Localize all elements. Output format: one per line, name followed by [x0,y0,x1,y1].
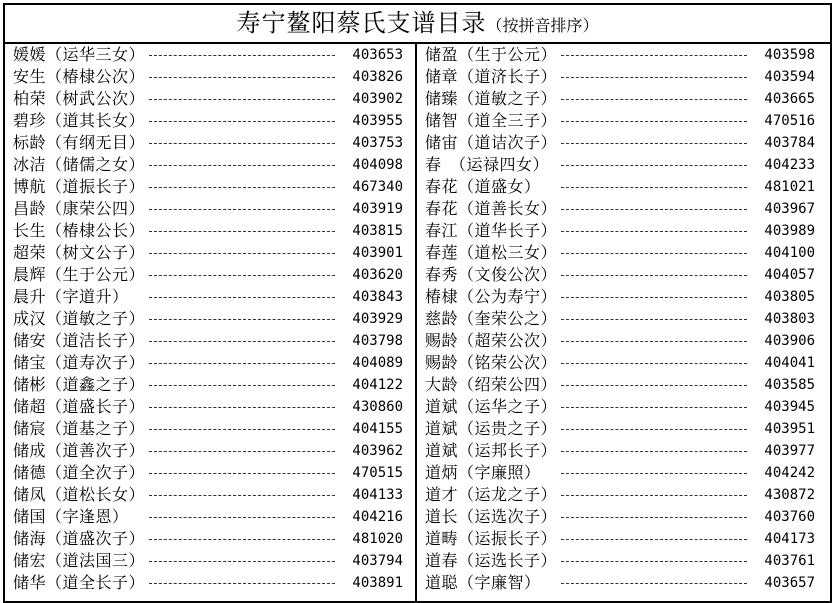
entry-name: 成汉（道敏之子） [13,309,146,328]
entry-name: 椿棣（公为寿宁） [425,287,558,306]
catalog-entry [5,286,415,308]
dotted-leader [149,319,335,320]
catalog-entry [5,396,415,418]
entry-name: 碧珍（道其长女） [13,111,146,130]
catalog-entry [5,462,415,484]
entry-name: 道畴（运振长子） [425,529,558,548]
catalog-entry [5,374,415,396]
entry-code: 403955 [352,113,403,129]
catalog-entry [417,528,827,550]
dotted-leader [149,209,335,210]
entry-name: 储宸（道基之子） [13,419,146,438]
catalog-entry [417,44,827,66]
entry-name: 标龄（有纲无目） [13,133,146,152]
entry-name: 储宏（道法国三） [13,551,146,570]
dotted-leader [149,429,335,430]
entry-code: 403653 [352,47,403,63]
entry-name: 道春（运选长子） [425,551,558,570]
entry-code: 403798 [352,333,403,349]
catalog-entry [5,550,415,572]
entry-code: 403657 [764,575,815,591]
dotted-leader [561,121,747,122]
entry-code: 430872 [764,487,815,503]
entry-code: 403962 [352,443,403,459]
catalog-entry [417,550,827,572]
entry-name: 春花（道善长女） [425,199,558,218]
entry-name: 道斌（运华之子） [425,397,558,416]
entry-name: 春江（道华长子） [425,221,558,240]
entry-code: 404098 [352,157,403,173]
catalog-entry [417,484,827,506]
dotted-leader [561,275,747,276]
entry-code: 403805 [764,289,815,305]
dotted-leader [149,561,335,562]
dotted-leader [561,363,747,364]
entry-name: 柏荣（树武公次） [13,89,146,108]
title-bar [5,5,830,44]
entry-code: 404089 [352,355,403,371]
catalog-entry [5,44,415,66]
entry-name: 春花（道盛女） [425,177,541,196]
dotted-leader [149,451,335,452]
entry-name: 储安（道洁长子） [13,331,146,350]
catalog-entry [5,66,415,88]
catalog-entry [5,198,415,220]
entry-code: 403951 [764,421,815,437]
entry-code: 403803 [764,311,815,327]
dotted-leader [561,165,747,166]
catalog-entry [417,330,827,352]
entry-code: 404041 [764,355,815,371]
dotted-leader [561,209,747,210]
entry-name: 储国（字逢恩） [13,507,129,526]
dotted-leader [149,55,335,56]
dotted-leader [561,319,747,320]
right-column [417,44,827,601]
catalog-entry [417,110,827,132]
catalog-entry [417,374,827,396]
entry-code: 403794 [352,553,403,569]
entry-name: 储臻（道敏之子） [425,89,558,108]
left-column [5,44,417,601]
entry-name: 储成（道善次子） [13,441,146,460]
entry-code: 404155 [352,421,403,437]
catalog-entry [417,264,827,286]
dotted-leader [561,77,747,78]
page-subtitle: （按拼音排序） [486,16,599,35]
entry-name: 春 （运禄四女） [425,155,550,174]
dotted-leader [561,561,747,562]
catalog-entry [417,462,827,484]
entry-code: 403815 [352,223,403,239]
entry-name: 道斌（运邦长子） [425,441,558,460]
entry-name: 大龄（绍荣公四） [425,375,558,394]
entry-code: 481021 [764,179,815,195]
catalog-entry [417,154,827,176]
entry-name: 储华（道全长子） [13,573,146,592]
catalog-entry [5,110,415,132]
catalog-entry [417,396,827,418]
catalog-page [3,3,832,603]
entry-code: 403906 [764,333,815,349]
dotted-leader [149,385,335,386]
entry-name: 储超（道盛长子） [13,397,146,416]
dotted-leader [561,517,747,518]
dotted-leader [561,187,747,188]
entry-code: 403826 [352,69,403,85]
dotted-leader [561,451,747,452]
entry-code: 404173 [764,531,815,547]
catalog-entry [5,132,415,154]
catalog-entry [5,352,415,374]
dotted-leader [149,473,335,474]
catalog-entry [417,352,827,374]
entry-code: 467340 [352,179,403,195]
entry-name: 媛媛（运华三女） [13,45,146,64]
entry-name: 安生（椿棣公次） [13,67,146,86]
entry-name: 昌龄（康荣公四） [13,199,146,218]
entry-name: 道才（运龙之子） [425,485,558,504]
catalog-entry [417,176,827,198]
catalog-entry [5,264,415,286]
catalog-columns [5,44,830,601]
catalog-entry [5,506,415,528]
dotted-leader [149,165,335,166]
entry-code: 403598 [764,47,815,63]
entry-name: 道斌（运贵之子） [425,419,558,438]
catalog-entry [417,572,827,594]
entry-code: 404133 [352,487,403,503]
catalog-entry [5,440,415,462]
catalog-entry [5,154,415,176]
entry-name: 道聪（字廉智） [425,573,541,592]
entry-code: 403902 [352,91,403,107]
catalog-entry [5,308,415,330]
catalog-entry [5,242,415,264]
dotted-leader [561,385,747,386]
dotted-leader [149,143,335,144]
dotted-leader [149,495,335,496]
dotted-leader [149,77,335,78]
entry-code: 470515 [352,465,403,481]
catalog-entry [5,572,415,594]
entry-name: 储彬（道鑫之子） [13,375,146,394]
entry-name: 慈龄（奎荣公之） [425,309,558,328]
entry-code: 403665 [764,91,815,107]
entry-code: 403761 [764,553,815,569]
dotted-leader [561,495,747,496]
dotted-leader [149,407,335,408]
entry-name: 储智（道全三子） [425,111,558,130]
entry-name: 春秀（文俊公次） [425,265,558,284]
dotted-leader [561,539,747,540]
catalog-entry [417,220,827,242]
catalog-entry [417,286,827,308]
entry-name: 储章（道济长子） [425,67,558,86]
dotted-leader [149,517,335,518]
dotted-leader [149,99,335,100]
entry-name: 储宝（道寿次子） [13,353,146,372]
entry-name: 春莲（道松三女） [425,243,558,262]
dotted-leader [149,583,335,584]
dotted-leader [561,297,747,298]
entry-name: 道炳（字廉照） [425,463,541,482]
entry-code: 430860 [352,399,403,415]
dotted-leader [149,231,335,232]
entry-name: 储海（道盛次子） [13,529,146,548]
entry-code: 403919 [352,201,403,217]
dotted-leader [149,187,335,188]
entry-code: 404100 [764,245,815,261]
entry-code: 403891 [352,575,403,591]
catalog-entry [417,66,827,88]
catalog-entry [5,418,415,440]
catalog-entry [417,308,827,330]
entry-name: 储德（道全次子） [13,463,146,482]
entry-code: 403784 [764,135,815,151]
catalog-entry [417,440,827,462]
dotted-leader [149,341,335,342]
dotted-leader [561,99,747,100]
entry-code: 403967 [764,201,815,217]
entry-code: 404057 [764,267,815,283]
entry-code: 403945 [764,399,815,415]
entry-code: 404233 [764,157,815,173]
entry-code: 404216 [352,509,403,525]
entry-name: 冰洁（储儒之女） [13,155,146,174]
dotted-leader [561,253,747,254]
dotted-leader [561,473,747,474]
entry-code: 404242 [764,465,815,481]
dotted-leader [149,275,335,276]
dotted-leader [149,253,335,254]
dotted-leader [561,55,747,56]
entry-code: 403977 [764,443,815,459]
catalog-entry [5,88,415,110]
catalog-entry [417,506,827,528]
catalog-entry [417,198,827,220]
catalog-entry [417,88,827,110]
entry-code: 403843 [352,289,403,305]
entry-name: 储宙（道诘次子） [425,133,558,152]
entry-name: 储凤（道松长女） [13,485,146,504]
entry-code: 403901 [352,245,403,261]
dotted-leader [561,407,747,408]
catalog-entry [417,132,827,154]
entry-code: 481020 [352,531,403,547]
catalog-entry [5,330,415,352]
entry-code: 403989 [764,223,815,239]
entry-name: 博航（道振长子） [13,177,146,196]
entry-name: 晨辉（生于公元） [13,265,146,284]
entry-name: 储盈（生于公元） [425,45,558,64]
entry-code: 404122 [352,377,403,393]
entry-code: 403753 [352,135,403,151]
dotted-leader [149,121,335,122]
entry-name: 赐龄（超荣公次） [425,331,558,350]
entry-code: 403929 [352,311,403,327]
entry-code: 470516 [764,113,815,129]
catalog-entry [417,242,827,264]
entry-code: 403620 [352,267,403,283]
dotted-leader [149,539,335,540]
entry-name: 晨升（字道升） [13,287,129,306]
catalog-entry [5,528,415,550]
entry-code: 403585 [764,377,815,393]
entry-name: 赐龄（铭荣公次） [425,353,558,372]
page-title: 寿宁鳌阳蔡氏支谱目录 [236,9,487,37]
entry-name: 超荣（树文公子） [13,243,146,262]
dotted-leader [561,231,747,232]
entry-code: 403594 [764,69,815,85]
dotted-leader [149,297,335,298]
dotted-leader [561,583,747,584]
catalog-entry [5,484,415,506]
catalog-entry [5,220,415,242]
dotted-leader [561,341,747,342]
dotted-leader [561,143,747,144]
dotted-leader [149,363,335,364]
entry-name: 长生（椿棣公长） [13,221,146,240]
catalog-entry [5,176,415,198]
entry-code: 403760 [764,509,815,525]
dotted-leader [561,429,747,430]
catalog-entry [417,418,827,440]
entry-name: 道长（运选次子） [425,507,558,526]
